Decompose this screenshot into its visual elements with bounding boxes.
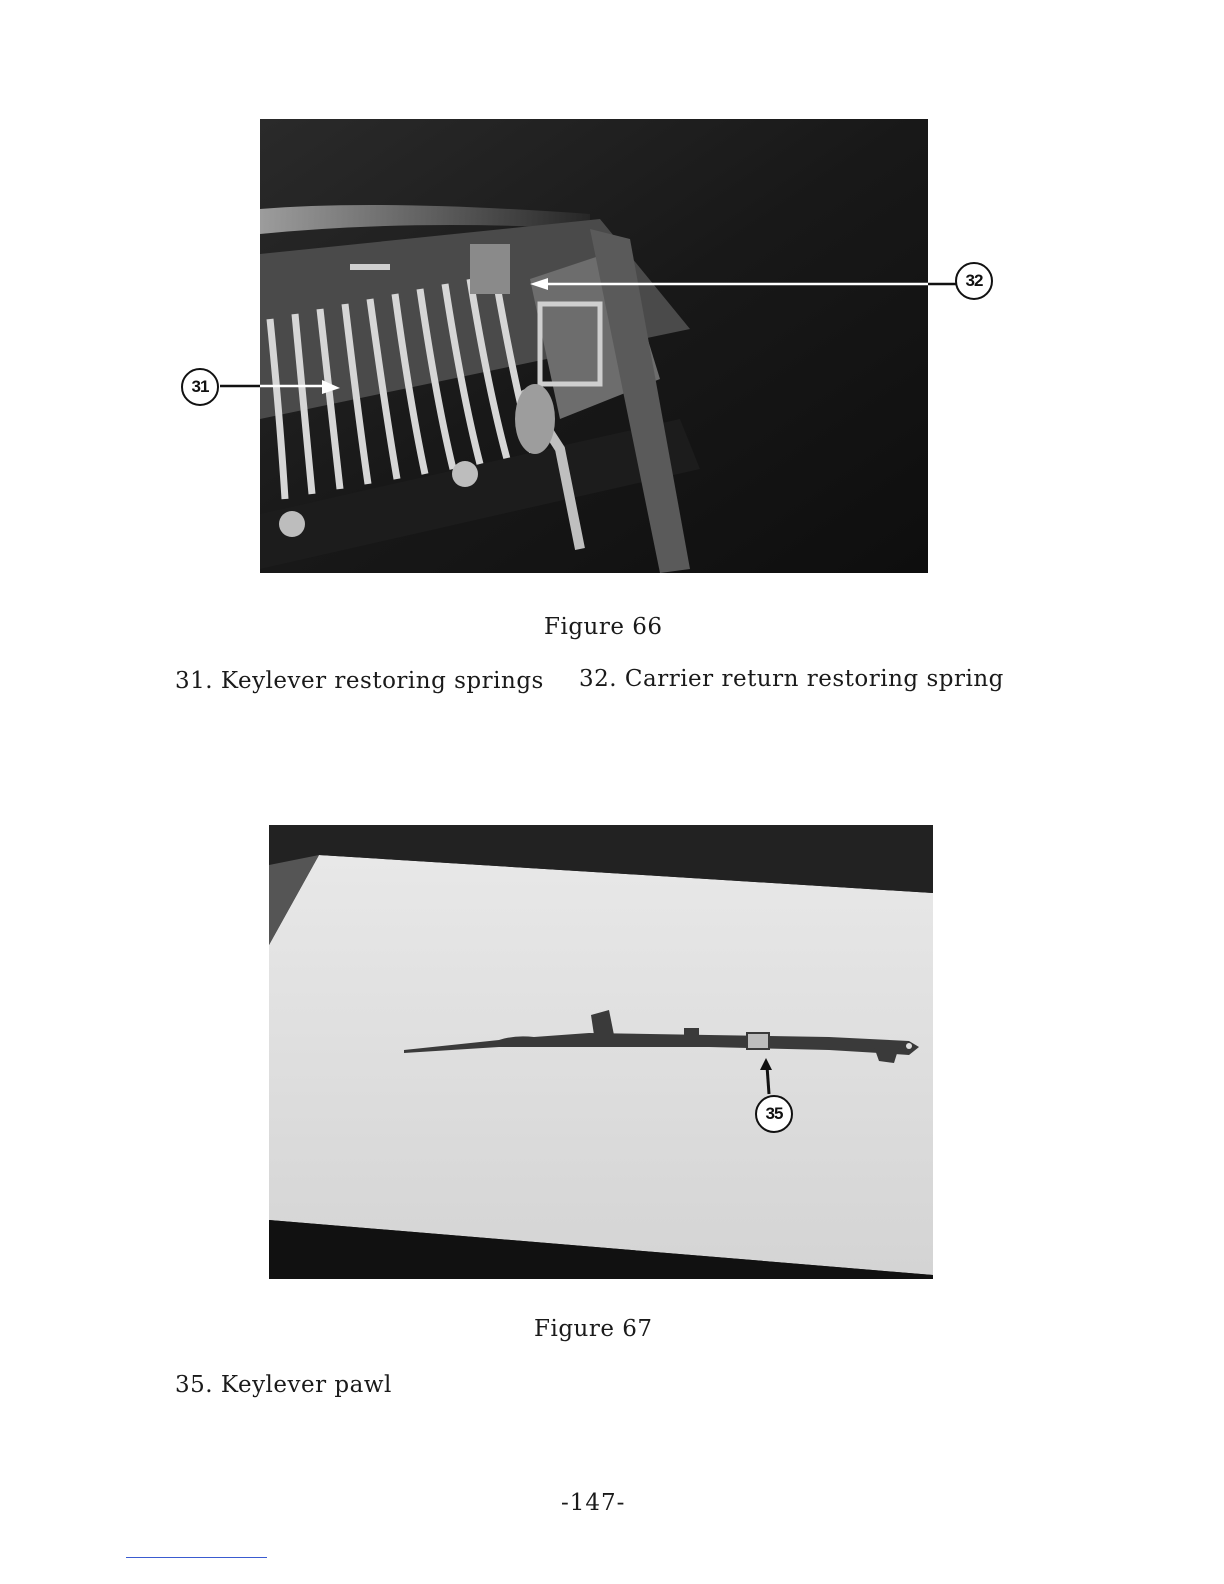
figure-66-photo (260, 119, 928, 573)
legend-35: 35. Keylever pawl (175, 1372, 392, 1398)
callout-31-leader (218, 372, 348, 402)
callout-32-leader (520, 270, 960, 300)
figure-67-caption: Figure 67 (534, 1316, 653, 1342)
legend-31: 31. Keylever restoring springs (175, 668, 544, 694)
callout-31: 31 (181, 368, 219, 406)
scan-artifact-line (126, 1557, 267, 1558)
callout-35-leader (755, 1058, 779, 1098)
legend-32: 32. Carrier return restoring spring (579, 666, 1004, 692)
page-number: -147- (561, 1490, 626, 1516)
figure-66-caption: Figure 66 (544, 614, 663, 640)
callout-35: 35 (755, 1095, 793, 1133)
callout-32: 32 (955, 262, 993, 300)
figure-67-photo (269, 825, 933, 1279)
